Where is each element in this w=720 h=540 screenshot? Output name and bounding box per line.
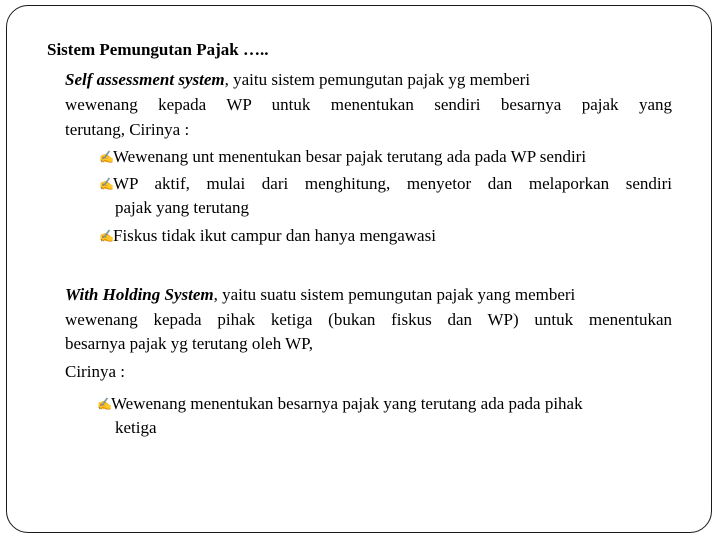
bullet-text: WP aktif, mulai dari menghitung, menyetor dan melaporkan sendiri bbox=[113, 174, 672, 193]
self-assessment-line-1 bbox=[65, 70, 530, 90]
self-assessment-term: Self assessment system bbox=[65, 70, 225, 89]
self-assessment-line-3: terutang, Cirinya : bbox=[65, 120, 190, 139]
with-holding-line-1 bbox=[65, 285, 575, 305]
self-assessment-bullet-1 bbox=[99, 147, 586, 168]
with-holding-line-3: besarnya pajak yg terutang oleh WP, bbox=[65, 334, 314, 353]
writing-hand-bullet-icon: ✍ bbox=[99, 229, 114, 243]
with-holding-term: With Holding System bbox=[65, 285, 214, 304]
self-assessment-bullet-2 bbox=[99, 174, 672, 195]
bullet-text: Fiskus tidak ikut campur dan hanya mengawasi bbox=[113, 226, 436, 245]
bullet-text: Wewenang menentukan besarnya pajak yang terutang ada pada pihak bbox=[111, 394, 583, 413]
self-assessment-line-1-rest: , yaitu sistem pemungutan pajak yg memberi bbox=[224, 70, 531, 89]
self-assessment-bullet-3 bbox=[99, 226, 436, 247]
self-assessment-bullet-2-cont: pajak yang terutang bbox=[115, 198, 250, 217]
with-holding-bullet-1 bbox=[97, 394, 583, 415]
with-holding-bullet-1-cont: ketiga bbox=[115, 418, 157, 437]
writing-hand-bullet-icon: ✍ bbox=[99, 150, 114, 164]
with-holding-line-4: Cirinya : bbox=[65, 362, 125, 381]
self-assessment-line-2: wewenang kepada WP untuk menentukan sendiri besarnya pajak yang bbox=[65, 95, 672, 114]
writing-hand-bullet-icon: ✍ bbox=[99, 177, 114, 191]
writing-hand-bullet-icon: ✍ bbox=[97, 397, 112, 411]
page-title: Sistem Pemungutan Pajak ….. bbox=[47, 40, 269, 59]
bullet-text: Wewenang unt menentukan besar pajak terutang ada pada WP sendiri bbox=[113, 147, 587, 166]
with-holding-line-1-rest: , yaitu suatu sistem pemungutan pajak yang memberi bbox=[213, 285, 576, 304]
with-holding-line-2: wewenang kepada pihak ketiga (bukan fiskus dan WP) untuk menentukan bbox=[65, 310, 672, 329]
